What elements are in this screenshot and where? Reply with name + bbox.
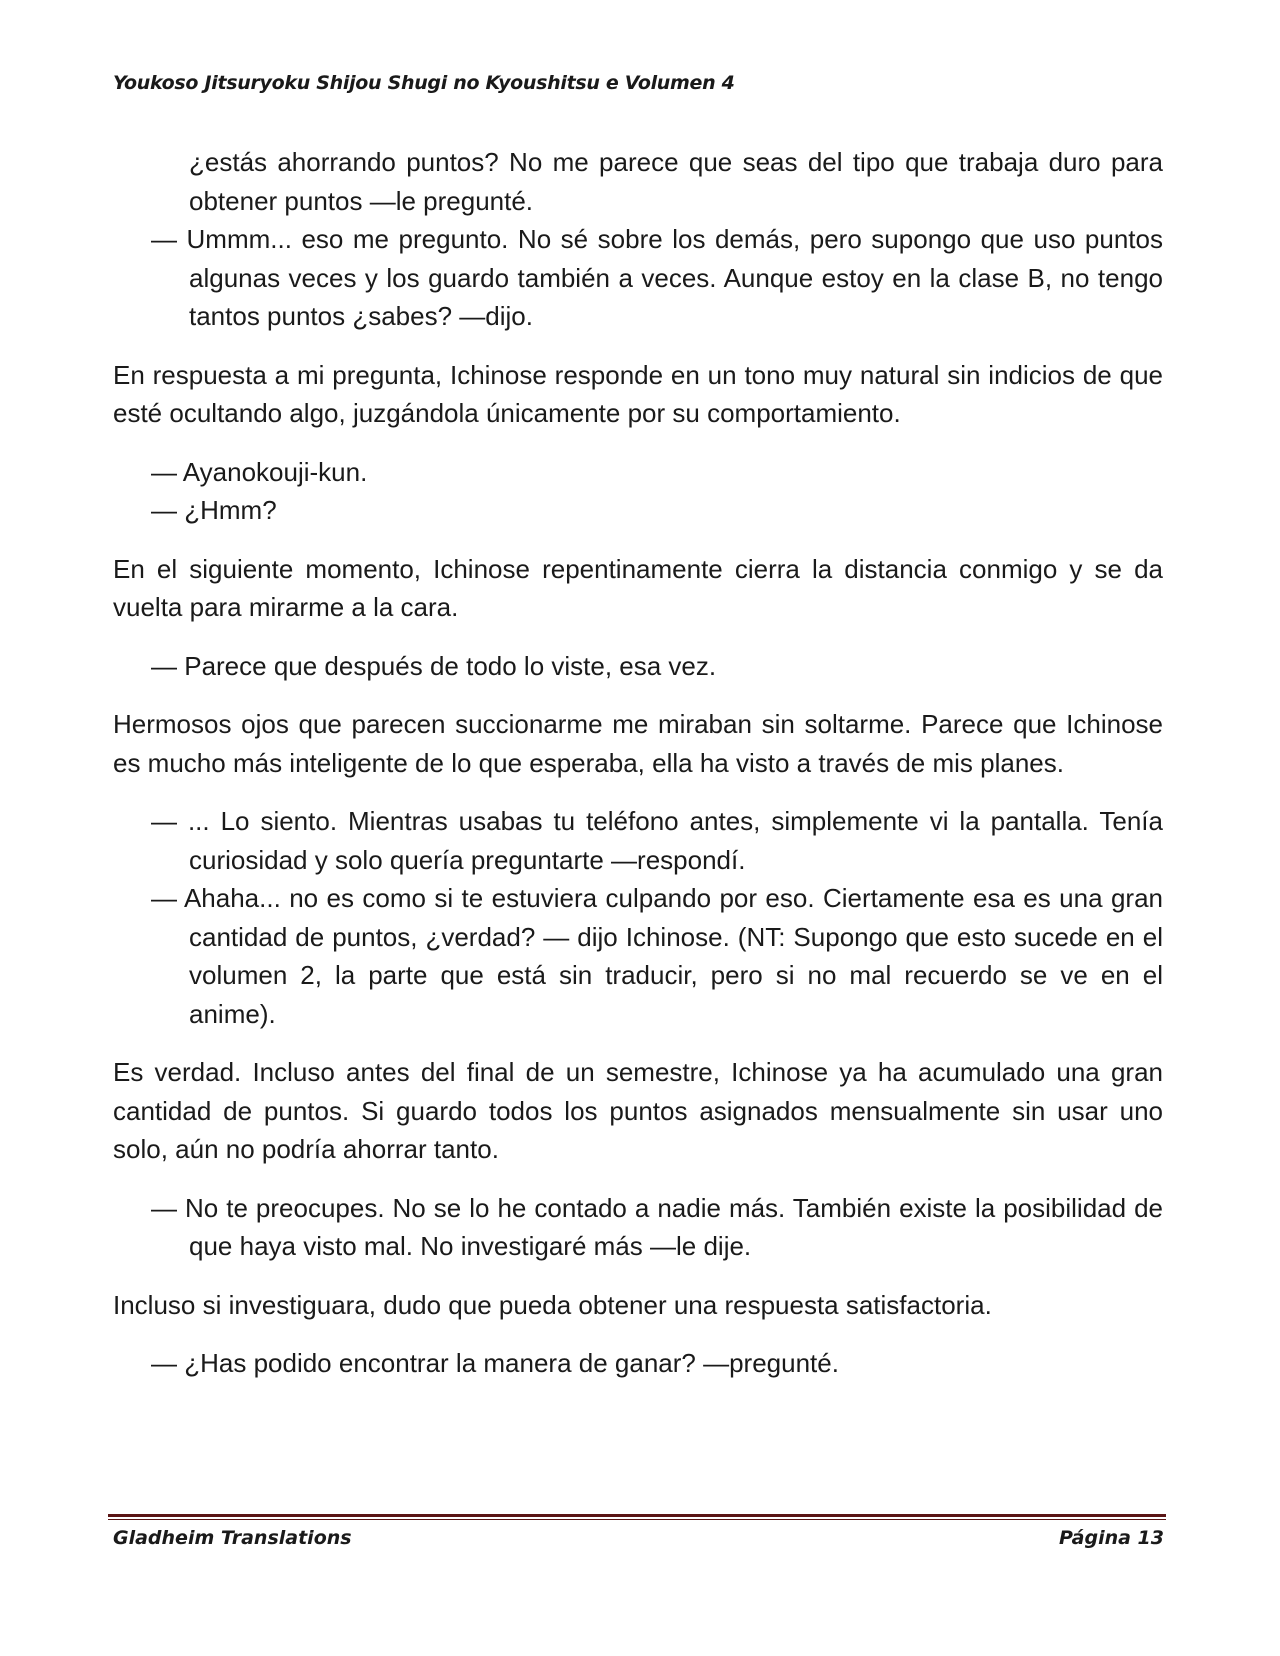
dialog-group <box>113 1189 1163 1266</box>
footer-divider-thin <box>108 1519 1166 1520</box>
footer-divider <box>108 1514 1166 1521</box>
dialog-group <box>113 647 1163 686</box>
dialog-line: — Parece que después de todo lo viste, esa vez. <box>151 650 717 681</box>
narrative-paragraph: Es verdad. Incluso antes del final de un semestre, Ichinose ya ha acumulado una gran cantidad de puntos. Si guardo todos los puntos asignados mensualmente sin usar uno solo, aún no podría ahorrar tanto. <box>113 1057 1163 1164</box>
dialog-line: — ... Lo siento. Mientras usabas tu teléfono antes, simplemente vi la pantalla. Tenía curiosidad y solo quería preguntarte —respondí. <box>151 806 1163 875</box>
narrative-paragraph: Incluso si investiguara, dudo que pueda obtener una respuesta satisfactoria. <box>113 1289 992 1320</box>
dialog-line: — Ahaha... no es como si te estuviera culpando por eso. Ciertamente esa es una gran cantidad de puntos, ¿verdad? — dijo Ichinose. (NT: Supongo que esto sucede en el volumen 2, la parte que está sin traducir, pero si no mal recuerdo se ve en el anime). <box>151 883 1163 1029</box>
dialog-line: — ¿Hmm? <box>151 495 277 525</box>
dialog-group <box>113 143 1163 336</box>
page-body <box>113 143 1163 1403</box>
dialog-group <box>113 1344 1163 1383</box>
narrative-paragraph: En el siguiente momento, Ichinose repentinamente cierra la distancia conmigo y se da vuelta para mirarme a la cara. <box>113 553 1163 622</box>
dialog-line: — No te preocupes. No se lo he contado a nadie más. También existe la posibilidad de que haya visto mal. No investigaré más —le dije. <box>151 1192 1163 1261</box>
footer-divider-thick <box>108 1514 1166 1517</box>
dialog-group <box>113 453 1163 530</box>
page-header-title: Youkoso Jitsuryoku Shijou Shugi no Kyoushitsu e Volumen 4 <box>113 72 735 94</box>
footer-translator: Gladheim Translations <box>113 1527 352 1549</box>
dialog-continuation: ¿estás ahorrando puntos? No me parece que seas del tipo que trabaja duro para obtener puntos —le pregunté. <box>189 147 1163 216</box>
dialog-line: — ¿Has podido encontrar la manera de ganar? —pregunté. <box>151 1348 839 1378</box>
narrative-paragraph: En respuesta a mi pregunta, Ichinose responde en un tono muy natural sin indicios de que esté ocultando algo, juzgándola únicamente por su comportamiento. <box>113 359 1163 428</box>
dialog-line: — Ayanokouji-kun. <box>151 456 368 487</box>
dialog-line: — Ummm... eso me pregunto. No sé sobre los demás, pero supongo que uso puntos algunas veces y los guardo también a veces. Aunque estoy en la clase B, no tengo tantos puntos ¿sabes? —dijo. <box>151 224 1163 331</box>
dialog-group <box>113 802 1163 1033</box>
narrative-paragraph: Hermosos ojos que parecen succionarme me miraban sin soltarme. Parece que Ichinose es mucho más inteligente de lo que esperaba, ella ha visto a través de mis planes. <box>113 709 1163 778</box>
footer-page-number: Página 13 <box>1058 1527 1164 1549</box>
